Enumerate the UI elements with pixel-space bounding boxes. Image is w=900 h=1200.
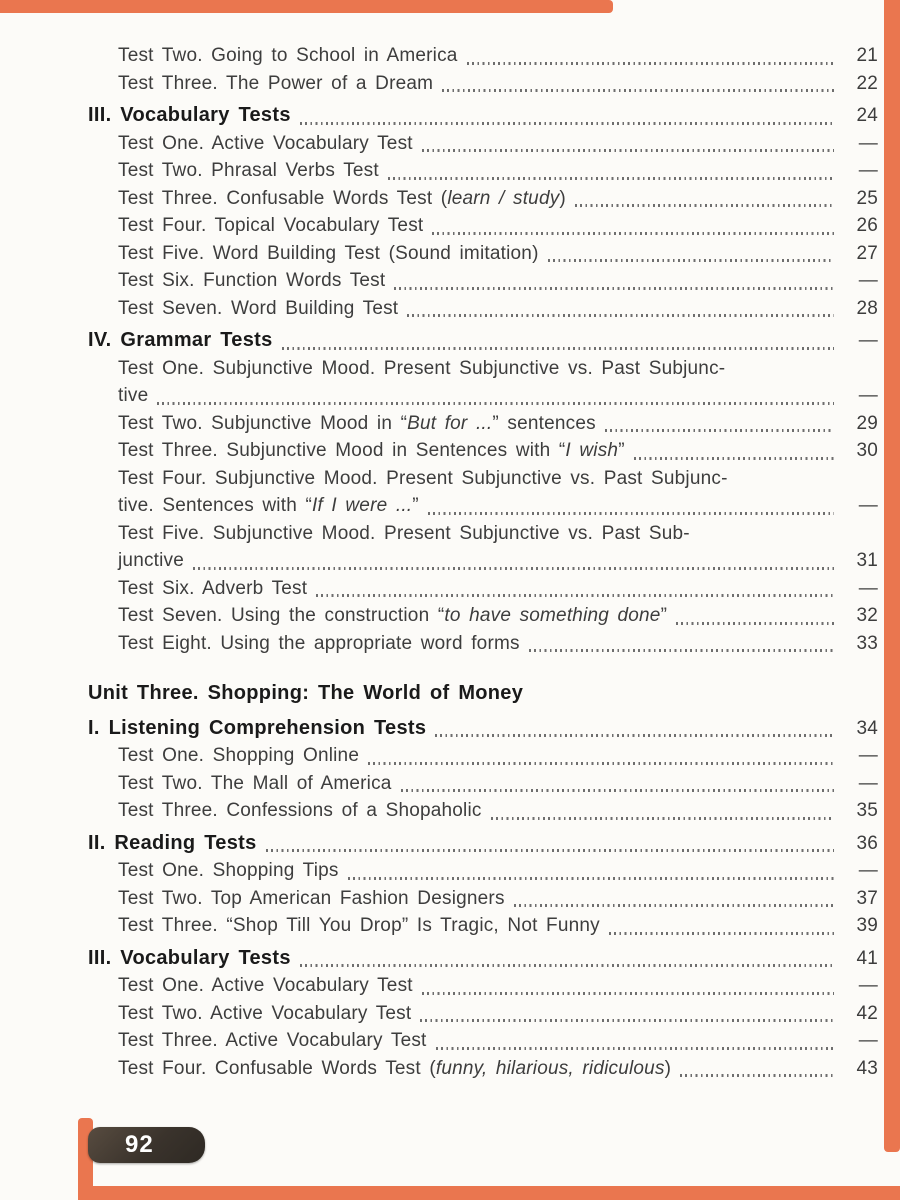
page-number: — <box>858 745 878 766</box>
dot-leader <box>388 177 834 180</box>
dot-leader <box>193 567 834 570</box>
toc-entry-text: Test Four. Subjunctive Mood. Present Subjunctive vs. Past Subjunc- <box>118 467 728 489</box>
toc-entry <box>88 157 878 185</box>
page-number: — <box>858 860 878 881</box>
toc-list <box>88 42 878 1082</box>
page-number: — <box>858 160 878 181</box>
dot-leader <box>422 992 834 995</box>
page-number: — <box>858 1030 878 1051</box>
page-frame-bottom <box>84 1186 900 1200</box>
page-number-label: 92 <box>125 1131 154 1158</box>
toc-entry-text: Test Two. Phrasal Verbs Test <box>118 160 379 181</box>
toc-entry-text: Test Five. Subjunctive Mood. Present Subjunctive vs. Past Sub- <box>118 522 690 544</box>
dot-leader <box>300 122 834 125</box>
page-number: 35 <box>856 800 878 821</box>
toc-entry <box>88 945 878 973</box>
dot-leader <box>680 1074 834 1077</box>
toc-entry-text: Unit Three. Shopping: The World of Money <box>88 682 524 704</box>
dot-leader <box>529 649 834 652</box>
toc-entry-text: Test Eight. Using the appropriate word forms <box>118 632 520 654</box>
toc-entry-text: Test Three. The Power of a Dream <box>118 72 434 94</box>
dot-leader <box>605 429 834 432</box>
page-number: 29 <box>856 412 878 434</box>
toc-entry-text: Test Seven. Word Building Test <box>118 297 399 319</box>
toc-entry-text: Test Three. Subjunctive Mood in Sentences with “I wish” <box>118 440 625 461</box>
dot-leader <box>300 964 834 967</box>
page-number: 24 <box>856 105 878 126</box>
dot-leader <box>548 259 834 262</box>
dot-leader <box>575 204 834 207</box>
toc-entry-text: Test One. Shopping Online <box>118 745 360 766</box>
dot-leader <box>316 594 834 597</box>
toc-entry-text: Test Two. Active Vocabulary Test <box>118 1002 412 1024</box>
toc-entry-text: Test Two. The Mall of America <box>118 772 392 794</box>
dot-leader <box>157 402 834 405</box>
toc-entry <box>88 680 878 708</box>
toc-entry-text: Test Two. Subjunctive Mood in “But for ...” sentences <box>118 412 596 434</box>
dot-leader <box>348 877 834 880</box>
toc-entry-text: junctive <box>118 550 185 571</box>
toc-entry <box>88 267 878 295</box>
toc-entry <box>88 770 878 798</box>
toc-entry <box>88 410 878 438</box>
toc-entry-text: Test Three. Confessions of a Shopaholic <box>118 800 482 821</box>
toc-entry-text: Test Three. “Shop Till You Drop” Is Tragic, Not Funny <box>118 915 600 936</box>
toc-entry <box>88 830 878 858</box>
dot-leader <box>609 932 834 935</box>
page-number: 25 <box>856 187 878 209</box>
toc-entry <box>88 602 878 630</box>
dot-leader <box>266 849 834 852</box>
toc-entry <box>88 575 878 603</box>
toc-entry <box>88 857 878 885</box>
dot-leader <box>420 1019 834 1022</box>
dot-leader <box>432 232 834 235</box>
page-number: 43 <box>856 1057 878 1079</box>
toc-entry <box>88 465 878 520</box>
toc-entry <box>88 742 878 770</box>
toc-entry-text: III. Vocabulary Tests <box>88 104 291 126</box>
page-number-badge <box>88 1127 205 1163</box>
dot-leader <box>407 314 834 317</box>
toc-entry-text: Test Three. Confusable Words Test (learn / study) <box>118 187 566 209</box>
toc-entry <box>88 295 878 323</box>
dot-leader <box>514 904 834 907</box>
page-number: 26 <box>856 215 878 236</box>
toc-entry-text: Test One. Active Vocabulary Test <box>118 975 413 996</box>
page-number: 27 <box>856 242 878 264</box>
toc-entry-text: IV. Grammar Tests <box>88 329 273 351</box>
page-number: — <box>858 132 878 154</box>
toc-entry <box>88 630 878 658</box>
dot-leader <box>401 789 834 792</box>
toc-entry-text: III. Vocabulary Tests <box>88 946 291 969</box>
toc-entry-text: Test One. Subjunctive Mood. Present Subjunctive vs. Past Subjunc- <box>118 357 726 379</box>
dot-leader <box>368 762 834 765</box>
toc-entry-text: Test Six. Adverb Test <box>118 577 308 599</box>
toc-entry-text: Test One. Active Vocabulary Test <box>118 132 413 154</box>
page-number: — <box>858 495 878 516</box>
page-frame-right <box>884 0 900 1152</box>
dot-leader <box>634 457 834 460</box>
toc-entry-text: II. Reading Tests <box>88 831 257 854</box>
dot-leader <box>435 734 834 737</box>
page-number: 21 <box>856 45 878 66</box>
toc-entry-text: Test One. Shopping Tips <box>118 860 339 881</box>
toc-entry <box>88 212 878 240</box>
toc-entry-text: Test Six. Function Words Test <box>118 270 386 291</box>
page-number: 41 <box>856 947 878 969</box>
toc-entry <box>88 885 878 913</box>
page-number: 33 <box>856 632 878 654</box>
toc-entry <box>88 437 878 465</box>
toc-entry-text: Test Two. Going to School in America <box>118 45 458 66</box>
page-number: 31 <box>856 550 878 571</box>
dot-leader <box>422 149 834 152</box>
dot-leader <box>282 347 834 350</box>
toc-entry <box>88 130 878 158</box>
dot-leader <box>467 62 834 65</box>
toc-entry <box>88 327 878 355</box>
toc-entry <box>88 42 878 70</box>
page-number: 22 <box>856 72 878 94</box>
page-number: 30 <box>856 440 878 461</box>
toc-entry <box>88 715 878 743</box>
page-number: — <box>858 975 878 996</box>
toc-entry <box>88 240 878 268</box>
toc-entry-text: Test Two. Top American Fashion Designers <box>118 887 505 909</box>
dot-leader <box>676 622 834 625</box>
page-number: 28 <box>856 297 878 319</box>
dot-leader <box>436 1047 834 1050</box>
toc-entry-text: Test Four. Topical Vocabulary Test <box>118 215 424 236</box>
page-number: 34 <box>856 717 878 739</box>
dot-leader <box>394 287 834 290</box>
page-number: — <box>858 772 878 794</box>
toc-entry-text: tive <box>118 385 149 406</box>
toc-entry <box>88 70 878 98</box>
toc-entry <box>88 797 878 825</box>
page-number: — <box>858 385 878 406</box>
toc-entry-text: Test Three. Active Vocabulary Test <box>118 1030 427 1051</box>
dot-leader <box>442 89 834 92</box>
toc-entry <box>88 972 878 1000</box>
page-number: 36 <box>856 832 878 854</box>
page-number: 39 <box>856 915 878 936</box>
toc-entry-text: Test Five. Word Building Test (Sound imitation) <box>118 242 539 264</box>
toc-entry-text: I. Listening Comprehension Tests <box>88 716 427 739</box>
toc-entry <box>88 912 878 940</box>
toc-entry <box>88 1000 878 1028</box>
page-number: 42 <box>856 1002 878 1024</box>
page-number: 32 <box>856 605 878 626</box>
page-number: — <box>858 330 878 351</box>
dot-leader <box>428 512 834 515</box>
page-number: — <box>858 577 878 599</box>
toc-entry <box>88 102 878 130</box>
toc-entry-text: Test Four. Confusable Words Test (funny, hilarious, ridiculous) <box>118 1057 672 1079</box>
toc-entry <box>88 520 878 575</box>
page-number: — <box>858 270 878 291</box>
dot-leader <box>491 817 834 820</box>
toc-entry-text: tive. Sentences with “If I were ...” <box>118 495 419 516</box>
toc-entry <box>88 355 878 410</box>
toc-entry-text: Test Seven. Using the construction “to have something done” <box>118 605 668 626</box>
page-number: 37 <box>856 887 878 909</box>
toc-entry <box>88 185 878 213</box>
toc-entry <box>88 1027 878 1055</box>
toc-entry <box>88 1055 878 1083</box>
page-frame-top <box>0 0 613 13</box>
